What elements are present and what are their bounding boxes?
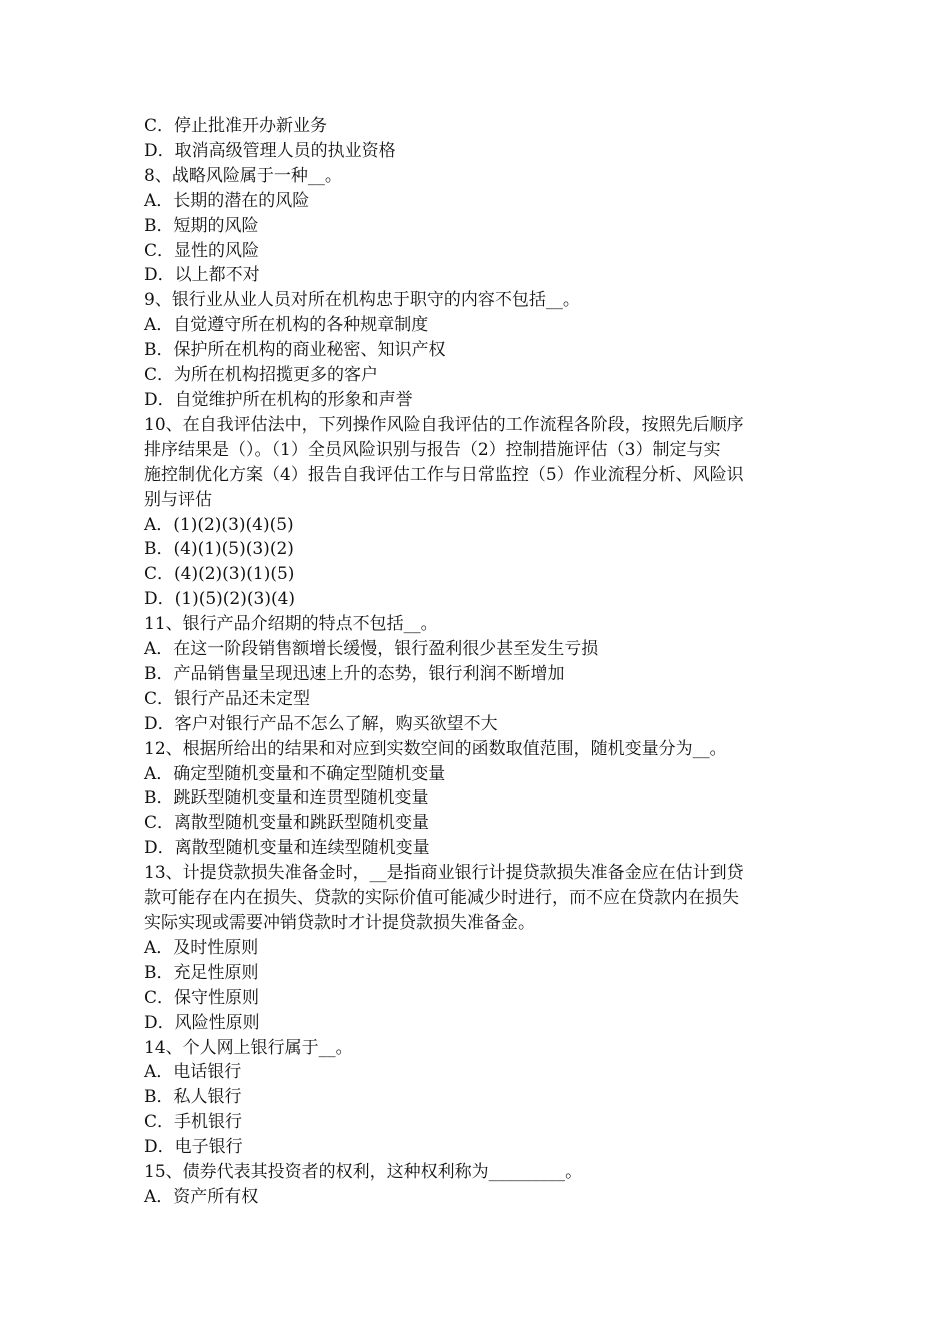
option-line: D．(1)(5)(2)(3)(4): [144, 589, 296, 610]
option-line: B．短期的风险: [144, 215, 259, 236]
text-line: C．停止批准开办新业务: [144, 116, 328, 136]
option-line: A．资产所有权: [144, 1186, 259, 1207]
option-line: A．(1)(2)(3)(4)(5): [144, 514, 294, 535]
option-line: C．手机银行: [144, 1112, 243, 1133]
option-line: C．离散型随机变量和跳跃型随机变量: [144, 813, 430, 834]
option-line: D．电子银行: [144, 1137, 243, 1158]
option-line: C．显性的风险: [144, 240, 260, 261]
question-line: 施控制优化方案（4）报告自我评估工作与日常监控（5）作业流程分析、风险识: [144, 464, 744, 485]
question-line: 别与评估: [144, 489, 212, 510]
question-line: 实际实现或需要冲销贷款时才计提贷款损失准备金。: [144, 913, 535, 933]
option-line: D．离散型随机变量和连续型随机变量: [144, 838, 430, 859]
option-line: C．(4)(2)(3)(1)(5): [144, 564, 295, 585]
option-line: B．充足性原则: [144, 962, 259, 983]
option-line: A．及时性原则: [144, 937, 259, 958]
question-line: 13、计提贷款损失准备金时，__是指商业银行计提贷款损失准备金应在估计到贷: [144, 863, 744, 884]
option-line: A．自觉遵守所在机构的各种规章制度: [144, 315, 429, 336]
option-line: D．风险性原则: [144, 1012, 260, 1033]
option-line: D．自觉维护所在机构的形象和声誉: [144, 389, 413, 410]
question-line: 14、个人网上银行属于__。: [144, 1037, 353, 1058]
question-line: 9、银行业从业人员对所在机构忠于职守的内容不包括__。: [144, 290, 580, 311]
option-line: C．银行产品还未定型: [144, 688, 311, 709]
option-line: A．在这一阶段销售额增长缓慢，银行盈利很少甚至发生亏损: [144, 639, 599, 660]
option-line: B．保护所在机构的商业秘密、知识产权: [144, 340, 446, 361]
text-line: D．取消高级管理人员的执业资格: [144, 140, 396, 161]
option-line: C．为所在机构招揽更多的客户: [144, 365, 379, 386]
option-line: A．长期的潜在的风险: [144, 190, 310, 211]
option-line: D．以上都不对: [144, 265, 260, 286]
question-line: 8、战略风险属于一种__。: [144, 165, 342, 186]
option-line: B．(4)(1)(5)(3)(2): [144, 539, 294, 560]
question-line: 12、根据所给出的结果和对应到实数空间的函数取值范围，随机变量分为__。: [144, 738, 727, 759]
option-line: B．私人银行: [144, 1087, 242, 1108]
question-line: 排序结果是（）。（1）全员风险识别与报告（2）控制措施评估（3）制定与实: [144, 439, 721, 460]
option-line: A．电话银行: [144, 1062, 242, 1083]
option-line: B．产品销售量呈现迅速上升的态势，银行利润不断增加: [144, 663, 565, 684]
question-line: 10、在自我评估法中，下列操作风险自我评估的工作流程各阶段，按照先后顺序: [144, 414, 744, 435]
option-line: C．保守性原则: [144, 987, 260, 1008]
document-body: [144, 114, 814, 1210]
question-line: 15、债券代表其投资者的权利，这种权利称为_________。: [144, 1162, 583, 1183]
option-line: A．确定型随机变量和不确定型随机变量: [144, 763, 446, 784]
question-line: 11、银行产品介绍期的特点不包括__。: [144, 614, 438, 635]
question-line: 款可能存在内在损失、贷款的实际价值可能减少时进行，而不应在贷款内在损失: [144, 888, 739, 909]
option-line: B．跳跃型随机变量和连贯型随机变量: [144, 788, 429, 809]
option-line: D．客户对银行产品不怎么了解，购买欲望不大: [144, 713, 498, 734]
